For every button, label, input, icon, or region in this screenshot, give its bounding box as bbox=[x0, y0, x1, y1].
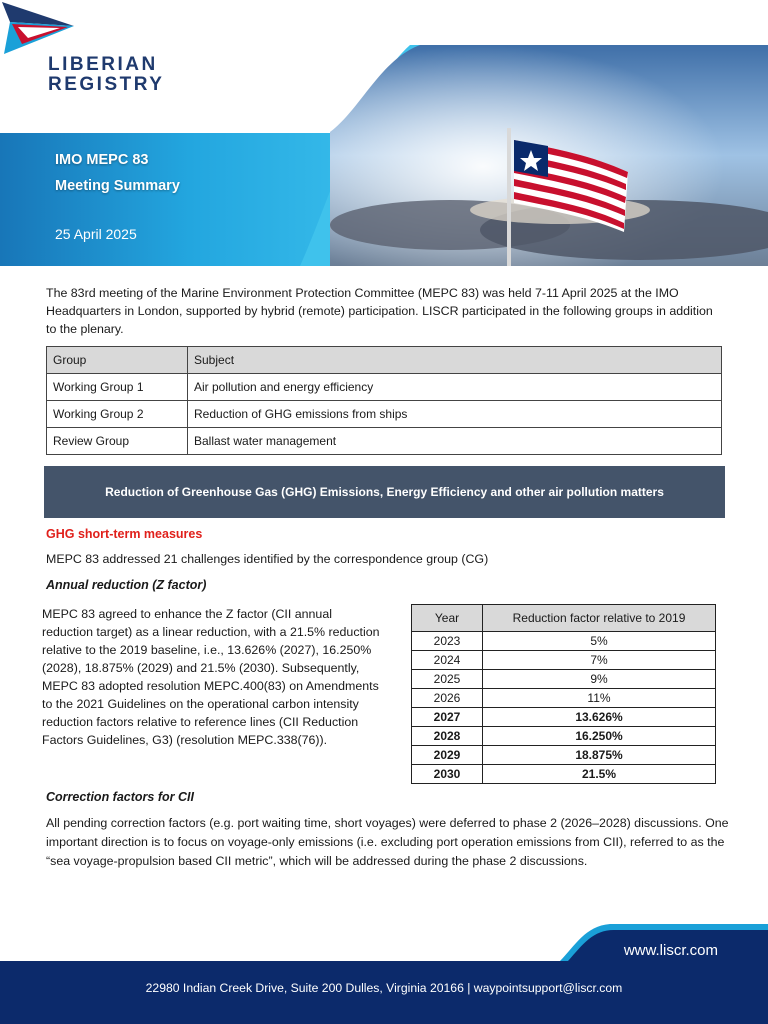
page-footer bbox=[0, 916, 768, 1024]
year-cell: 2024 bbox=[412, 651, 483, 670]
page-title-line1: IMO MEPC 83 bbox=[55, 152, 149, 168]
table-row bbox=[412, 689, 716, 708]
reduction-cell: 16.250% bbox=[483, 727, 716, 746]
table-cell: Working Group 2 bbox=[47, 401, 188, 428]
reduction-cell: 11% bbox=[483, 689, 716, 708]
table-header-cell: Group bbox=[47, 347, 188, 374]
table-row bbox=[412, 708, 716, 727]
table-cell: Ballast water management bbox=[188, 428, 722, 455]
table-row bbox=[412, 651, 716, 670]
liberian-registry-logo-icon bbox=[0, 0, 75, 56]
annual-reduction-heading: Annual reduction (Z factor) bbox=[46, 578, 207, 592]
footer-address: 22980 Indian Creek Drive, Suite 200 Dulles, Virginia 20166 | waypointsupport@liscr.com bbox=[145, 981, 623, 995]
table-row bbox=[47, 374, 722, 401]
year-cell: 2030 bbox=[412, 765, 483, 784]
correction-factors-paragraph: All pending correction factors (e.g. port waiting time, short voyages) were deferred to phase 2 (2026–2028) discussions. One important direction is to focus on voyage-only emissions (i.e. excluding port operation emissions from CII), referred to as the “sea voyage-propulsion based CII metric”, which will be addressed during the phase 2 discussions. bbox=[46, 816, 729, 868]
page-title-line2: Meeting Summary bbox=[55, 178, 180, 194]
z-factor-paragraph: MEPC 83 agreed to enhance the Z factor (CII annual reduction target) as a linear reduction, with a 21.5% reduction relative to the 2019 baseline, i.e., 13.626% (2027), 16.250% (2028), 18.875% (2029) and 21.5% (2030). Subsequently, MEPC 83 adopted resolution MEPC.400(83) on Amendments to the 2021 Guidelines on the operational carbon intensity reduction factors relative to reference lines (CII Reduction Factors Guidelines, G3) (resolution MEPC.338(76)). bbox=[42, 607, 380, 747]
logo-text-line2: REGISTRY bbox=[48, 74, 165, 95]
footer-graphic bbox=[0, 916, 768, 1024]
table-cell: Review Group bbox=[47, 428, 188, 455]
table-header-cell: Subject bbox=[188, 347, 722, 374]
reduction-cell: 9% bbox=[483, 670, 716, 689]
meeting-date: 25 April 2025 bbox=[55, 226, 137, 242]
table-cell: Working Group 1 bbox=[47, 374, 188, 401]
table-cell: Reduction of GHG emissions from ships bbox=[188, 401, 722, 428]
table-header-row bbox=[412, 605, 716, 632]
intro-paragraph: The 83rd meeting of the Marine Environment Protection Committee (MEPC 83) was held 7-11 April 2025 at the IMO Headquarters in London, supported by hybrid (remote) participation. LISCR participated in the following groups in addition to the plenary. bbox=[46, 286, 713, 336]
z-factor-table bbox=[411, 604, 716, 784]
table-row bbox=[412, 746, 716, 765]
page-header bbox=[0, 0, 768, 272]
table-header-cell: Reduction factor relative to 2019 bbox=[483, 605, 716, 632]
table-row bbox=[47, 401, 722, 428]
logo-text-line1: LIBERIAN bbox=[48, 54, 158, 75]
table-row bbox=[412, 765, 716, 784]
reduction-cell: 7% bbox=[483, 651, 716, 670]
table-row bbox=[412, 727, 716, 746]
section-banner: Reduction of Greenhouse Gas (GHG) Emissions, Energy Efficiency and other air pollution matters bbox=[44, 466, 725, 518]
table-row bbox=[47, 428, 722, 455]
year-cell: 2029 bbox=[412, 746, 483, 765]
table-row bbox=[412, 670, 716, 689]
table-row bbox=[412, 632, 716, 651]
table-header-row bbox=[47, 347, 722, 374]
year-cell: 2026 bbox=[412, 689, 483, 708]
reduction-cell: 13.626% bbox=[483, 708, 716, 727]
year-cell: 2028 bbox=[412, 727, 483, 746]
table-cell: Air pollution and energy efficiency bbox=[188, 374, 722, 401]
reduction-cell: 5% bbox=[483, 632, 716, 651]
reduction-cell: 21.5% bbox=[483, 765, 716, 784]
reduction-cell: 18.875% bbox=[483, 746, 716, 765]
challenges-paragraph: MEPC 83 addressed 21 challenges identified by the correspondence group (CG) bbox=[46, 552, 489, 566]
year-cell: 2027 bbox=[412, 708, 483, 727]
table-header-cell: Year bbox=[412, 605, 483, 632]
groups-table bbox=[46, 346, 722, 455]
ghg-short-term-heading: GHG short-term measures bbox=[46, 527, 203, 541]
year-cell: 2025 bbox=[412, 670, 483, 689]
year-cell: 2023 bbox=[412, 632, 483, 651]
correction-factors-heading: Correction factors for CII bbox=[46, 790, 194, 804]
website-link[interactable]: www.liscr.com bbox=[623, 942, 718, 959]
